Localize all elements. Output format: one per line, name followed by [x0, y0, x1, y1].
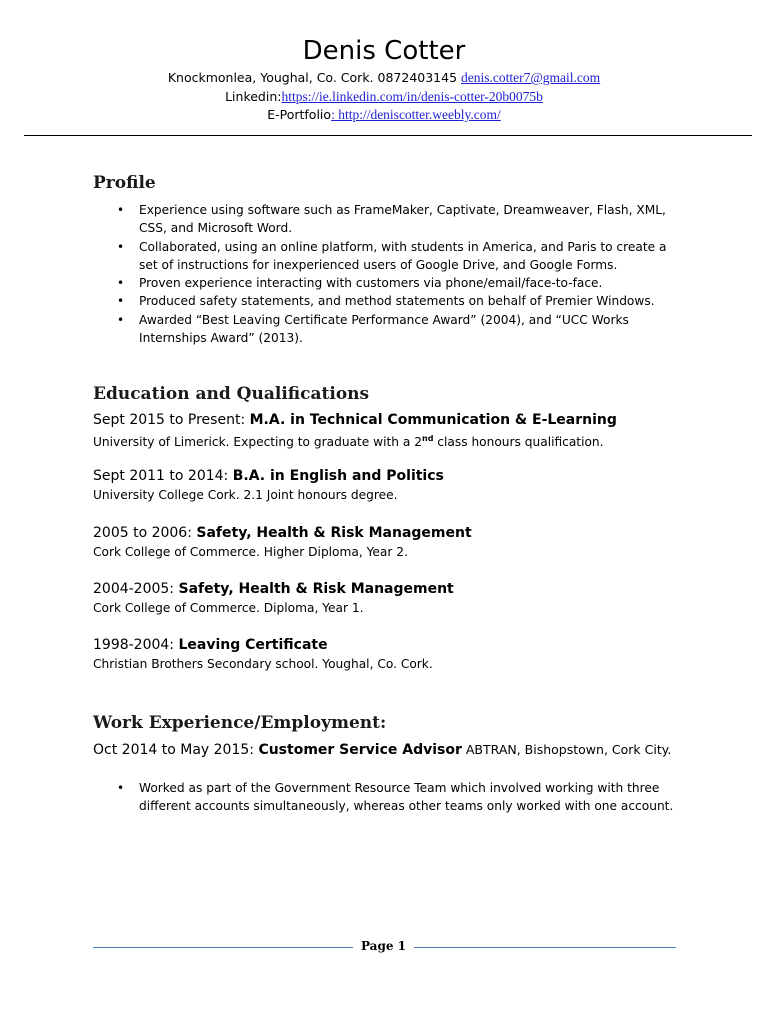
footer-rule-left	[93, 947, 353, 948]
address-phone: Knockmonlea, Youghal, Co. Cork. 0872403145	[167, 70, 462, 85]
list-item: • Experience using software such as FrameMaker, Captivate, Dreamweaver, Flash, XML, CSS, and Microsoft Word.	[117, 203, 666, 236]
entry-dates: 2005 to 2006:	[93, 525, 197, 541]
entry-dates: 1998-2004:	[93, 637, 179, 653]
profile-heading: Profile	[93, 173, 156, 193]
entry-dates: Sept 2011 to 2014:	[93, 468, 233, 484]
entry-detail: University of Limerick. Expecting to graduate with a 2nd class honours qualification.	[93, 434, 604, 450]
portfolio-label: E-Portfolio	[267, 107, 332, 122]
bullet-icon: •	[117, 294, 125, 309]
header-divider	[24, 135, 752, 136]
entry-employer: ABTRAN, Bishopstown, Cork City.	[461, 742, 672, 757]
entry-detail: University College Cork. 2.1 Joint honours degree.	[93, 488, 398, 502]
education-entry	[93, 580, 713, 617]
entry-dates: Sept 2015 to Present:	[93, 412, 250, 428]
entry-detail: Cork College of Commerce. Higher Diploma, Year 2.	[93, 545, 408, 559]
bullet-icon: •	[117, 312, 125, 327]
list-item: • Worked as part of the Government Resource Team which involved working with three different accounts simultaneously, whereas other teams only worked with one account.	[117, 781, 674, 814]
list-item: • Awarded “Best Leaving Certificate Performance Award” (2004), and “UCC Works Internships Award” (2013).	[117, 312, 629, 346]
page-number: Page 1	[360, 939, 407, 953]
portfolio-link[interactable]: : http://deniscotter.weebly.com/	[331, 107, 501, 122]
profile-list	[93, 201, 683, 347]
entry-qualification: Leaving Certificate	[178, 637, 328, 653]
footer-rule-right	[414, 947, 676, 948]
contact-line-portfolio	[0, 107, 768, 123]
email-link[interactable]: denis.cotter7@gmail.com	[461, 70, 601, 85]
list-item: • Proven experience interacting with customers via phone/email/face-to-face.	[93, 274, 683, 292]
entry-dates: Oct 2014 to May 2015:	[93, 742, 259, 758]
entry-dates: 2004-2005:	[93, 581, 179, 597]
entry-qualification: M.A. in Technical Communication & E-Learning	[249, 412, 617, 428]
bullet-icon: •	[117, 239, 125, 254]
bullet-icon: •	[117, 276, 125, 291]
linkedin-link[interactable]: https://ie.linkedin.com/in/denis-cotter-20b0075b	[281, 89, 543, 104]
work-entry	[93, 740, 713, 760]
education-heading: Education and Qualifications	[93, 384, 370, 404]
contact-line-linkedin	[0, 89, 768, 105]
work-list	[93, 779, 683, 816]
work-heading: Work Experience/Employment:	[93, 713, 387, 733]
list-item: • Collaborated, using an online platform, with students in America, and Paris to create a set of instructions for inexperienced users of Google Drive, and Google Forms.	[117, 239, 667, 272]
entry-role: Customer Service Advisor	[258, 742, 462, 758]
bullet-icon: •	[117, 781, 125, 795]
entry-qualification: B.A. in English and Politics	[232, 468, 444, 484]
bullet-icon: •	[117, 203, 125, 217]
entry-detail: Christian Brothers Secondary school. Youghal, Co. Cork.	[93, 657, 433, 671]
entry-qualification: Safety, Health & Risk Management	[196, 525, 472, 541]
education-entry	[93, 467, 713, 504]
entry-detail: Cork College of Commerce. Diploma, Year 1.	[93, 601, 364, 615]
education-entry	[93, 636, 713, 673]
education-entry	[93, 524, 713, 561]
list-item: • Produced safety statements, and method statements on behalf of Premier Windows.	[93, 292, 683, 310]
entry-qualification: Safety, Health & Risk Management	[178, 581, 454, 597]
contact-line-address	[0, 70, 768, 86]
education-entry	[93, 411, 713, 451]
candidate-name: Denis Cotter	[302, 36, 466, 66]
linkedin-label: Linkedin:	[225, 89, 282, 104]
